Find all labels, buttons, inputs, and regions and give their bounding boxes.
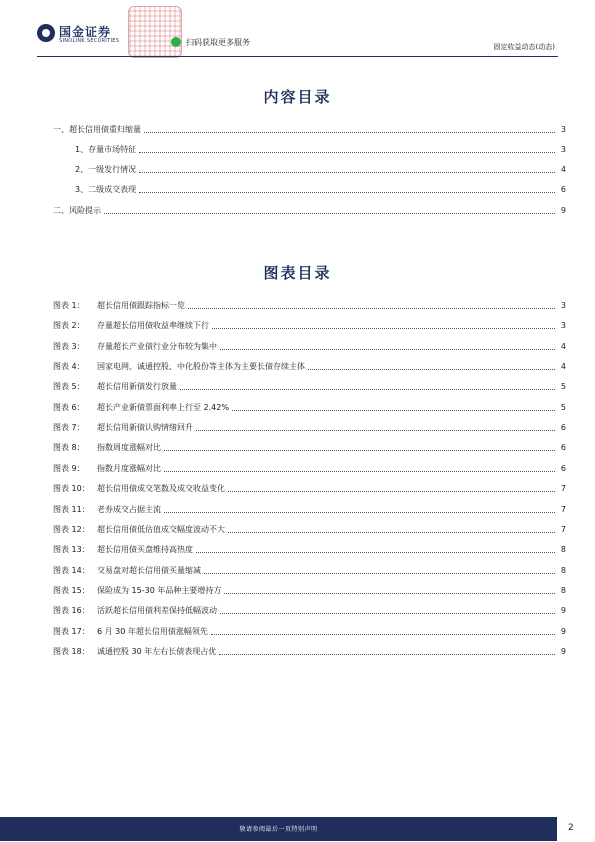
entry-text: 超长信用新债认购情绪回升 <box>97 423 193 433</box>
entry-page-number: 4 <box>560 165 566 174</box>
figure-number: 图表 3： <box>53 341 85 351</box>
dot-leader <box>139 152 555 153</box>
figure-number: 图表 5： <box>53 382 85 392</box>
header-divider <box>37 56 558 57</box>
figure-entry[interactable] <box>53 604 566 616</box>
figure-entry[interactable] <box>53 523 566 535</box>
dot-leader <box>212 328 555 329</box>
scan-prompt: 扫码获取更多服务 <box>186 38 250 47</box>
entry-page-number: 6 <box>560 443 566 453</box>
entry-page-number: 4 <box>560 362 566 372</box>
figure-entry[interactable] <box>53 503 566 515</box>
entry-label <box>75 145 136 155</box>
dot-leader <box>228 532 555 533</box>
dot-leader <box>164 450 555 451</box>
entry-label <box>53 423 193 433</box>
dot-leader <box>232 410 555 411</box>
entry-text: 2、一级发行情况 <box>75 165 137 174</box>
entry-page-number: 9 <box>560 606 566 616</box>
figure-entry[interactable] <box>53 482 566 494</box>
entry-text: 3、二级成交表现 <box>75 185 137 194</box>
figure-number: 图表 14： <box>53 565 90 575</box>
dot-leader <box>211 634 555 635</box>
figure-entry[interactable] <box>53 401 566 413</box>
entry-text: 超长信用债跟踪指标一览 <box>97 301 185 310</box>
entry-page-number: 9 <box>560 206 566 215</box>
toc-entry[interactable] <box>75 143 566 155</box>
figure-number: 图表 8： <box>53 443 85 453</box>
wechat-badge-icon <box>171 37 181 47</box>
figure-number: 图表 11： <box>53 504 90 514</box>
entry-text: 指数月度涨幅对比 <box>97 463 161 473</box>
entry-label <box>53 362 305 372</box>
figure-entry[interactable] <box>53 340 566 352</box>
figure-number: 图表 6： <box>53 402 85 412</box>
entry-label <box>53 606 217 616</box>
dot-leader <box>219 654 555 655</box>
entry-page-number: 7 <box>560 504 566 514</box>
entry-page-number: 4 <box>560 341 566 351</box>
dot-leader <box>144 132 555 133</box>
entry-page-number: 3 <box>560 145 566 154</box>
dot-leader <box>196 552 555 553</box>
entry-label <box>53 484 225 494</box>
figure-entry[interactable] <box>53 319 566 331</box>
entry-text: 超长信用新债发行放量 <box>97 382 177 392</box>
toc-entry[interactable] <box>75 163 566 175</box>
figure-entry[interactable] <box>53 462 566 474</box>
figure-entry[interactable] <box>53 380 566 392</box>
entry-page-number: 9 <box>560 626 566 636</box>
entry-text: 超长信用债买盘维持高热度 <box>97 545 193 555</box>
entry-page-number: 3 <box>560 125 566 134</box>
figure-number: 图表 13： <box>53 545 90 555</box>
entry-label <box>53 125 141 135</box>
dot-leader <box>180 389 555 390</box>
entry-text: 1、存量市场特征 <box>75 145 137 154</box>
toc-entry[interactable] <box>75 183 566 195</box>
figure-entry[interactable] <box>53 645 566 657</box>
figure-entry[interactable] <box>53 564 566 576</box>
entry-page-number: 7 <box>560 524 566 534</box>
entry-page-number: 9 <box>560 646 566 656</box>
toc-entry[interactable] <box>53 204 566 216</box>
dot-leader <box>188 308 555 309</box>
entry-page-number: 6 <box>560 423 566 433</box>
entry-text: 超长信用债成交笔数及成交收益变化 <box>97 484 225 494</box>
entry-page-number: 8 <box>560 585 566 595</box>
entry-text: 二、风险提示 <box>53 206 101 215</box>
entry-text: 活跃超长信用债利差保持低幅波动 <box>97 606 217 616</box>
entry-page-number: 5 <box>560 402 566 412</box>
figure-entry[interactable] <box>53 543 566 555</box>
figure-number: 图表 18： <box>53 646 90 656</box>
toc-entry[interactable] <box>53 123 566 135</box>
dot-leader <box>220 613 555 614</box>
figure-number: 图表 12： <box>53 524 90 534</box>
footer-bar <box>0 817 557 841</box>
document-type: 固定收益动态(动态) <box>493 43 555 51</box>
entry-label <box>53 321 209 331</box>
entry-page-number: 6 <box>560 463 566 473</box>
figure-number: 图表 16： <box>53 606 90 616</box>
entry-label <box>53 627 208 637</box>
dot-leader <box>196 430 555 431</box>
figure-entry[interactable] <box>53 584 566 596</box>
entry-text: 保险成为 15-30 年品种主要增持方 <box>97 585 222 595</box>
qr-code-icon[interactable] <box>128 6 182 58</box>
entry-label <box>53 206 101 216</box>
entry-label <box>53 464 161 474</box>
entry-label <box>53 505 161 515</box>
figures-title: 图表目录 <box>263 264 332 282</box>
dot-leader <box>139 172 555 173</box>
logo-english-name: SINOLINK SECURITIES <box>59 38 120 44</box>
entry-text: 存量超长信用债收益率继续下行 <box>97 321 209 331</box>
entry-label <box>53 545 193 555</box>
entry-label <box>53 647 216 657</box>
figure-number: 图表 15： <box>53 585 90 595</box>
figure-entry[interactable] <box>53 421 566 433</box>
entry-label <box>53 566 201 576</box>
figure-number: 图表 2： <box>53 321 85 331</box>
dot-leader <box>220 349 555 350</box>
figure-entry[interactable] <box>53 299 566 311</box>
entry-text: 一、超长信用债重归缩量 <box>53 125 141 134</box>
figure-entry[interactable] <box>53 441 566 453</box>
page-header <box>0 0 595 60</box>
figure-number: 图表 10： <box>53 484 90 494</box>
figure-entry[interactable] <box>53 360 566 372</box>
dot-leader <box>139 192 555 193</box>
figure-number: 图表 4： <box>53 362 85 372</box>
entry-label <box>53 443 161 453</box>
dot-leader <box>204 573 555 574</box>
dot-leader <box>228 491 555 492</box>
entry-text: 指数周度涨幅对比 <box>97 443 161 453</box>
figure-number: 图表 1： <box>53 301 85 310</box>
dot-leader <box>164 471 555 472</box>
entry-text: 老券成交占据主流 <box>97 504 161 514</box>
entry-label <box>53 403 229 413</box>
figure-number: 图表 17： <box>53 626 90 636</box>
contents-title: 内容目录 <box>263 88 332 106</box>
dot-leader <box>308 369 555 370</box>
entry-text: 6 月 30 年超长信用债涨幅领先 <box>97 626 208 636</box>
figure-entry[interactable] <box>53 625 566 637</box>
entry-label <box>75 185 136 195</box>
entry-page-number: 6 <box>560 185 566 194</box>
entry-text: 超长产业新债票面利率上行至 2.42% <box>97 402 229 412</box>
entry-label <box>75 165 136 175</box>
entry-text: 交易盘对超长信用债买量缩减 <box>97 565 201 575</box>
entry-page-number: 3 <box>560 321 566 331</box>
entry-label <box>53 342 217 352</box>
entry-text: 超长信用债低估值成交幅度波动不大 <box>97 524 225 534</box>
entry-text: 国家电网、诚通控股、中化股份等主体为主要长债存续主体 <box>97 362 305 372</box>
entry-page-number: 7 <box>560 484 566 494</box>
entry-label <box>53 301 185 311</box>
logo-mark-icon <box>37 24 55 42</box>
figure-number: 图表 7： <box>53 423 85 433</box>
footer-disclaimer: 敬请参阅最后一页特别声明 <box>239 826 318 833</box>
dot-leader <box>104 213 555 214</box>
logo-name: 国金证券 <box>59 25 112 39</box>
dot-leader <box>164 512 555 513</box>
entry-label <box>53 586 221 596</box>
entry-text: 诚通控股 30 年左右长债表现占优 <box>97 646 217 656</box>
entry-page-number: 3 <box>560 301 566 310</box>
figure-number: 图表 9： <box>53 463 85 473</box>
entry-label <box>53 525 225 535</box>
entry-label <box>53 382 177 392</box>
page-number: 2 <box>568 823 574 833</box>
dot-leader <box>224 593 555 594</box>
entry-page-number: 5 <box>560 382 566 392</box>
entry-page-number: 8 <box>560 565 566 575</box>
entry-text: 存量超长产业债行业分布较为集中 <box>97 341 217 351</box>
entry-page-number: 8 <box>560 545 566 555</box>
